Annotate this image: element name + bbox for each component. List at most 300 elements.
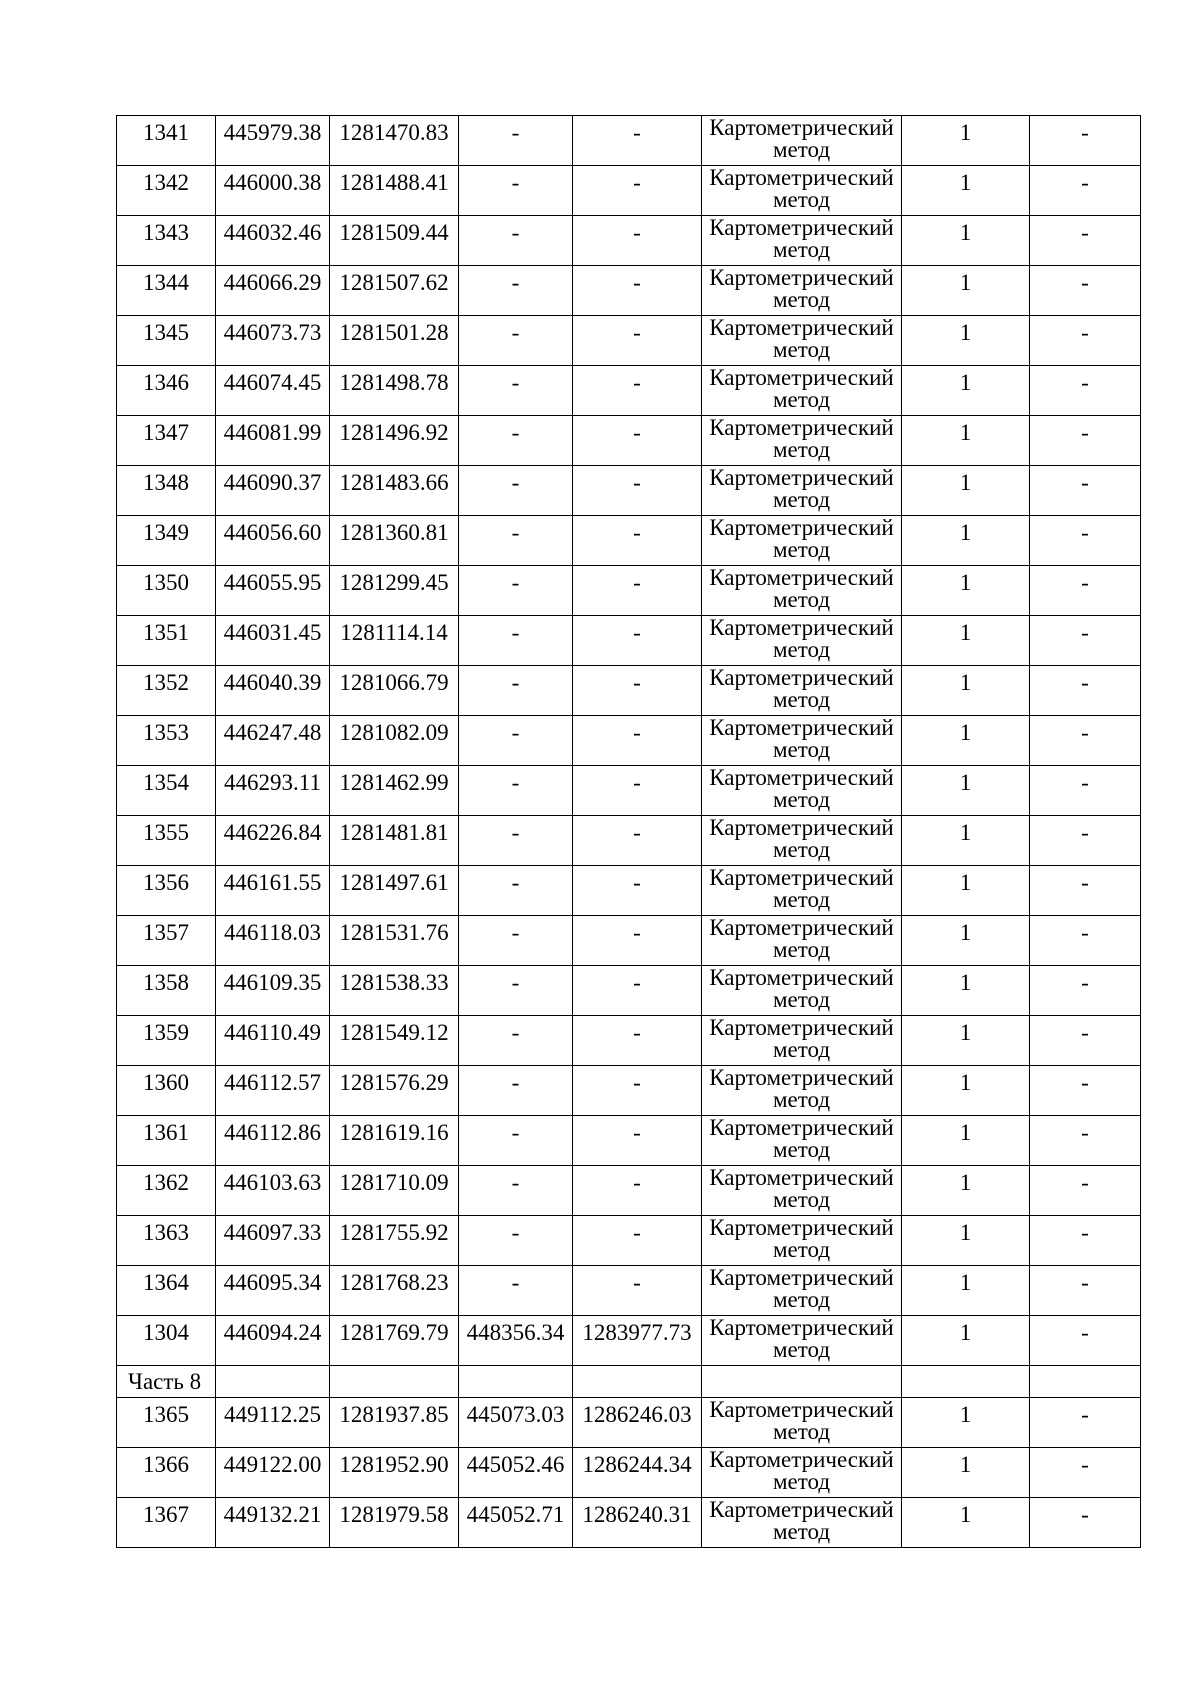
note-value: - <box>1081 720 1089 745</box>
method-line-1: Картометрический <box>709 1065 894 1090</box>
x-coordinate-value: 446090.37 <box>223 470 322 495</box>
point-number-value: 1362 <box>143 1170 189 1195</box>
table-row <box>117 1216 1141 1266</box>
y-coordinate-cell <box>330 1016 459 1066</box>
table-row <box>117 1066 1141 1116</box>
y-coordinate-2-cell <box>573 266 702 316</box>
x-coordinate-cell <box>216 1316 330 1366</box>
y-coordinate-2-value: - <box>633 120 641 145</box>
accuracy-value: 1 <box>959 420 972 445</box>
y-coordinate-2-value: - <box>633 370 641 395</box>
point-number-value: 1359 <box>143 1020 189 1045</box>
note-cell <box>1030 1316 1141 1366</box>
y-coordinate-2-value: - <box>633 1220 641 1245</box>
x-coordinate-cell <box>216 1448 330 1498</box>
accuracy-value: 1 <box>959 820 972 845</box>
note-value: - <box>1081 1320 1089 1345</box>
y-coordinate-cell <box>330 1498 459 1548</box>
y-coordinate-cell <box>330 1216 459 1266</box>
accuracy-cell <box>902 566 1030 616</box>
point-number-cell <box>117 816 216 866</box>
y-coordinate-2-cell <box>573 516 702 566</box>
y-coordinate-2-cell <box>573 116 702 166</box>
method-line-2: метод <box>772 837 831 862</box>
method-cell <box>702 266 902 316</box>
x-coordinate-2-cell <box>459 116 573 166</box>
table-row <box>117 366 1141 416</box>
x-coordinate-value: 449132.21 <box>223 1502 322 1527</box>
note-cell <box>1030 766 1141 816</box>
x-coordinate-2-value: - <box>511 1120 520 1145</box>
y-coordinate-2-cell <box>573 416 702 466</box>
method-line-2: метод <box>772 287 831 312</box>
method-cell <box>702 1316 902 1366</box>
y-coordinate-value: 1281462.99 <box>339 770 449 795</box>
x-coordinate-2-cell <box>459 566 573 616</box>
note-cell <box>1030 1266 1141 1316</box>
y-coordinate-cell <box>330 166 459 216</box>
point-number-value: 1360 <box>143 1070 189 1095</box>
x-coordinate-2-cell <box>459 416 573 466</box>
accuracy-cell <box>902 1448 1030 1498</box>
x-coordinate-2-cell <box>459 1498 573 1548</box>
accuracy-cell <box>902 166 1030 216</box>
y-coordinate-2-value: - <box>633 620 641 645</box>
table-row <box>117 916 1141 966</box>
method-line-2: метод <box>772 337 831 362</box>
accuracy-value: 1 <box>959 470 972 495</box>
method-line-2: метод <box>772 887 831 912</box>
point-number-value: 1349 <box>143 520 189 545</box>
accuracy-value: 1 <box>959 1020 972 1045</box>
x-coordinate-cell <box>216 966 330 1016</box>
x-coordinate-2-value: - <box>511 520 520 545</box>
method-cell <box>702 316 902 366</box>
x-coordinate-cell <box>216 366 330 416</box>
point-number-value: 1367 <box>143 1502 189 1527</box>
note-cell <box>1030 716 1141 766</box>
method-cell <box>702 516 902 566</box>
x-coordinate-cell <box>216 766 330 816</box>
point-number-value: 1348 <box>143 470 189 495</box>
table-row <box>117 416 1141 466</box>
method-line-1: Картометрический <box>709 815 894 840</box>
accuracy-value: 1 <box>959 670 972 695</box>
table-row <box>117 516 1141 566</box>
note-value: - <box>1081 1502 1089 1527</box>
accuracy-value: 1 <box>959 1220 972 1245</box>
y-coordinate-cell <box>330 1166 459 1216</box>
method-line-1: Картометрический <box>709 615 894 640</box>
note-cell <box>1030 366 1141 416</box>
y-coordinate-value: 1281755.92 <box>339 1220 449 1245</box>
method-line-2: метод <box>772 137 831 162</box>
method-line-1: Картометрический <box>709 1447 894 1472</box>
accuracy-value: 1 <box>959 770 972 795</box>
x-coordinate-cell <box>216 1398 330 1448</box>
x-coordinate-2-value: - <box>511 1220 520 1245</box>
x-coordinate-value: 446097.33 <box>223 1220 322 1245</box>
point-number-cell <box>117 166 216 216</box>
method-cell <box>702 1498 902 1548</box>
note-value: - <box>1081 370 1089 395</box>
note-cell <box>1030 466 1141 516</box>
y-coordinate-value: 1281619.16 <box>339 1120 449 1145</box>
method-cell <box>702 1016 902 1066</box>
point-number-cell <box>117 1216 216 1266</box>
x-coordinate-cell <box>216 1216 330 1266</box>
accuracy-cell <box>902 666 1030 716</box>
point-number-cell <box>117 566 216 616</box>
y-coordinate-2-cell <box>573 1216 702 1266</box>
y-coordinate-2-value: - <box>633 1020 641 1045</box>
note-cell <box>1030 316 1141 366</box>
point-number-cell <box>117 466 216 516</box>
x-coordinate-2-value: - <box>511 1270 520 1295</box>
x-coordinate-value: 445979.38 <box>223 120 322 145</box>
x-coordinate-cell <box>216 566 330 616</box>
table-row <box>117 1498 1141 1548</box>
accuracy-value: 1 <box>959 920 972 945</box>
method-line-2: метод <box>772 787 831 812</box>
note-cell <box>1030 1216 1141 1266</box>
method-cell <box>702 1266 902 1316</box>
note-value: - <box>1081 620 1089 645</box>
method-cell <box>702 416 902 466</box>
method-cell <box>702 1166 902 1216</box>
table-row <box>117 566 1141 616</box>
accuracy-value: 1 <box>959 520 972 545</box>
y-coordinate-2-value: - <box>633 770 641 795</box>
y-coordinate-2-cell <box>573 1016 702 1066</box>
method-line-1: Картометрический <box>709 165 894 190</box>
y-coordinate-2-value: 1283977.73 <box>582 1320 692 1345</box>
note-value: - <box>1081 1020 1089 1045</box>
method-line-1: Картометрический <box>709 1165 894 1190</box>
empty-cell <box>573 1366 702 1398</box>
y-coordinate-2-value: 1286244.34 <box>582 1452 692 1477</box>
point-number-cell <box>117 766 216 816</box>
y-coordinate-2-value: - <box>633 870 641 895</box>
method-cell <box>702 766 902 816</box>
note-cell <box>1030 1498 1141 1548</box>
x-coordinate-2-cell <box>459 1266 573 1316</box>
x-coordinate-cell <box>216 1166 330 1216</box>
method-line-1: Картометрический <box>709 1497 894 1522</box>
method-line-2: метод <box>772 537 831 562</box>
y-coordinate-2-value: - <box>633 670 641 695</box>
accuracy-value: 1 <box>959 370 972 395</box>
section-label-cell <box>117 1366 216 1398</box>
method-line-2: метод <box>772 987 831 1012</box>
note-cell <box>1030 666 1141 716</box>
point-number-cell <box>117 1498 216 1548</box>
x-coordinate-2-value: - <box>511 970 520 995</box>
y-coordinate-2-value: - <box>633 520 641 545</box>
y-coordinate-value: 1281952.90 <box>339 1452 449 1477</box>
y-coordinate-value: 1281576.29 <box>339 1070 449 1095</box>
method-line-1: Картометрический <box>709 765 894 790</box>
x-coordinate-value: 446247.48 <box>223 720 322 745</box>
note-value: - <box>1081 220 1089 245</box>
note-value: - <box>1081 920 1089 945</box>
method-line-1: Картометрический <box>709 965 894 990</box>
y-coordinate-2-cell <box>573 916 702 966</box>
x-coordinate-value: 446112.86 <box>224 1120 321 1145</box>
y-coordinate-2-value: - <box>633 470 641 495</box>
method-line-1: Картометрический <box>709 265 894 290</box>
x-coordinate-2-cell <box>459 1066 573 1116</box>
coordinates-table <box>116 115 1141 1548</box>
accuracy-value: 1 <box>959 570 972 595</box>
accuracy-cell <box>902 916 1030 966</box>
method-line-1: Картометрический <box>709 315 894 340</box>
accuracy-cell <box>902 866 1030 916</box>
method-line-1: Картометрический <box>709 215 894 240</box>
x-coordinate-cell <box>216 1066 330 1116</box>
x-coordinate-2-cell <box>459 816 573 866</box>
point-number-cell <box>117 416 216 466</box>
point-number-cell <box>117 516 216 566</box>
note-value: - <box>1081 1452 1089 1477</box>
method-line-2: метод <box>772 637 831 662</box>
x-coordinate-cell <box>216 1116 330 1166</box>
method-cell <box>702 966 902 1016</box>
point-number-cell <box>117 616 216 666</box>
table-row <box>117 216 1141 266</box>
x-coordinate-2-cell <box>459 1448 573 1498</box>
x-coordinate-2-value: - <box>511 770 520 795</box>
table-row <box>117 316 1141 366</box>
point-number-value: 1341 <box>143 120 189 145</box>
y-coordinate-cell <box>330 866 459 916</box>
note-cell <box>1030 966 1141 1016</box>
accuracy-value: 1 <box>959 1270 972 1295</box>
y-coordinate-2-value: - <box>633 970 641 995</box>
point-number-cell <box>117 1316 216 1366</box>
method-cell <box>702 566 902 616</box>
y-coordinate-cell <box>330 766 459 816</box>
table-row <box>117 166 1141 216</box>
y-coordinate-2-value: - <box>633 420 641 445</box>
method-cell <box>702 666 902 716</box>
table-row <box>117 116 1141 166</box>
method-line-1: Картометрический <box>709 415 894 440</box>
accuracy-cell <box>902 316 1030 366</box>
y-coordinate-2-cell <box>573 166 702 216</box>
y-coordinate-value: 1281549.12 <box>339 1020 449 1045</box>
x-coordinate-2-value: - <box>511 320 520 345</box>
x-coordinate-2-cell <box>459 616 573 666</box>
y-coordinate-value: 1281497.61 <box>339 870 449 895</box>
note-value: - <box>1081 1220 1089 1245</box>
accuracy-cell <box>902 1016 1030 1066</box>
empty-cell <box>902 1366 1030 1398</box>
y-coordinate-2-value: - <box>633 570 641 595</box>
point-number-cell <box>117 1398 216 1448</box>
x-coordinate-2-cell <box>459 1316 573 1366</box>
accuracy-cell <box>902 216 1030 266</box>
y-coordinate-cell <box>330 416 459 466</box>
x-coordinate-value: 446095.34 <box>223 1270 322 1295</box>
x-coordinate-cell <box>216 516 330 566</box>
y-coordinate-2-value: - <box>633 1070 641 1095</box>
y-coordinate-value: 1281299.45 <box>339 570 449 595</box>
accuracy-cell <box>902 1498 1030 1548</box>
x-coordinate-value: 446293.11 <box>224 770 321 795</box>
note-value: - <box>1081 120 1089 145</box>
y-coordinate-value: 1281531.76 <box>339 920 449 945</box>
note-value: - <box>1081 270 1089 295</box>
x-coordinate-2-value: - <box>511 470 520 495</box>
method-cell <box>702 866 902 916</box>
y-coordinate-2-cell <box>573 866 702 916</box>
x-coordinate-value: 449122.00 <box>223 1452 322 1477</box>
table-row <box>117 1116 1141 1166</box>
y-coordinate-cell <box>330 316 459 366</box>
note-cell <box>1030 866 1141 916</box>
y-coordinate-2-value: - <box>633 1270 641 1295</box>
table-row <box>117 1016 1141 1066</box>
method-cell <box>702 1448 902 1498</box>
method-line-2: метод <box>772 437 831 462</box>
accuracy-cell <box>902 1398 1030 1448</box>
y-coordinate-cell <box>330 966 459 1016</box>
x-coordinate-value: 446109.35 <box>223 970 322 995</box>
method-line-2: метод <box>772 587 831 612</box>
method-line-2: метод <box>772 237 831 262</box>
accuracy-cell <box>902 1266 1030 1316</box>
accuracy-value: 1 <box>959 970 972 995</box>
table-row <box>117 966 1141 1016</box>
x-coordinate-2-value: - <box>511 1020 520 1045</box>
accuracy-value: 1 <box>959 870 972 895</box>
y-coordinate-cell <box>330 216 459 266</box>
point-number-cell <box>117 716 216 766</box>
note-cell <box>1030 916 1141 966</box>
x-coordinate-value: 446118.03 <box>224 920 321 945</box>
y-coordinate-2-value: - <box>633 270 641 295</box>
point-number-value: 1353 <box>143 720 189 745</box>
point-number-value: 1342 <box>143 170 189 195</box>
y-coordinate-2-cell <box>573 766 702 816</box>
point-number-value: 1364 <box>143 1270 189 1295</box>
x-coordinate-2-cell <box>459 666 573 716</box>
x-coordinate-2-cell <box>459 1016 573 1066</box>
method-line-1: Картометрический <box>709 565 894 590</box>
table-row <box>117 766 1141 816</box>
x-coordinate-cell <box>216 116 330 166</box>
point-number-cell <box>117 1166 216 1216</box>
point-number-value: 1304 <box>143 1320 189 1345</box>
method-cell <box>702 166 902 216</box>
x-coordinate-value: 446103.63 <box>223 1170 322 1195</box>
point-number-value: 1365 <box>143 1402 189 1427</box>
section-label: Часть 8 <box>128 1369 202 1394</box>
x-coordinate-value: 446081.99 <box>223 420 322 445</box>
method-line-2: метод <box>772 687 831 712</box>
x-coordinate-2-value: - <box>511 220 520 245</box>
accuracy-value: 1 <box>959 720 972 745</box>
y-coordinate-2-cell <box>573 566 702 616</box>
y-coordinate-value: 1281498.78 <box>339 370 449 395</box>
point-number-value: 1357 <box>143 920 189 945</box>
accuracy-cell <box>902 966 1030 1016</box>
y-coordinate-value: 1281937.85 <box>339 1402 449 1427</box>
y-coordinate-2-value: - <box>633 320 641 345</box>
y-coordinate-2-cell <box>573 1116 702 1166</box>
y-coordinate-2-cell <box>573 366 702 416</box>
y-coordinate-cell <box>330 366 459 416</box>
point-number-cell <box>117 966 216 1016</box>
note-cell <box>1030 566 1141 616</box>
point-number-value: 1361 <box>143 1120 189 1145</box>
point-number-cell <box>117 1266 216 1316</box>
x-coordinate-value: 446110.49 <box>224 1020 321 1045</box>
y-coordinate-value: 1281360.81 <box>339 520 449 545</box>
y-coordinate-2-cell <box>573 666 702 716</box>
method-line-1: Картометрический <box>709 115 894 140</box>
x-coordinate-cell <box>216 666 330 716</box>
y-coordinate-2-value: - <box>633 720 641 745</box>
x-coordinate-2-value: - <box>511 270 520 295</box>
accuracy-cell <box>902 116 1030 166</box>
method-line-2: метод <box>772 1187 831 1212</box>
table-row <box>117 716 1141 766</box>
table-row <box>117 816 1141 866</box>
note-value: - <box>1081 1270 1089 1295</box>
method-cell <box>702 1066 902 1116</box>
x-coordinate-2-cell <box>459 866 573 916</box>
accuracy-cell <box>902 466 1030 516</box>
x-coordinate-2-value: - <box>511 1170 520 1195</box>
y-coordinate-2-cell <box>573 216 702 266</box>
x-coordinate-cell <box>216 466 330 516</box>
y-coordinate-cell <box>330 916 459 966</box>
y-coordinate-value: 1281979.58 <box>339 1502 449 1527</box>
empty-cell <box>1030 1366 1141 1398</box>
x-coordinate-2-value: - <box>511 670 520 695</box>
method-line-2: метод <box>772 1087 831 1112</box>
note-cell <box>1030 1448 1141 1498</box>
method-line-2: метод <box>772 1137 831 1162</box>
point-number-value: 1363 <box>143 1220 189 1245</box>
x-coordinate-cell <box>216 216 330 266</box>
note-cell <box>1030 1016 1141 1066</box>
table-row <box>117 1398 1141 1448</box>
accuracy-value: 1 <box>959 120 972 145</box>
point-number-cell <box>117 1016 216 1066</box>
method-line-2: метод <box>772 1337 831 1362</box>
x-coordinate-value: 446055.95 <box>223 570 322 595</box>
x-coordinate-2-value: 445073.03 <box>466 1402 565 1427</box>
y-coordinate-value: 1281483.66 <box>339 470 449 495</box>
accuracy-cell <box>902 516 1030 566</box>
method-line-1: Картометрический <box>709 1265 894 1290</box>
y-coordinate-value: 1281481.81 <box>339 820 449 845</box>
x-coordinate-cell <box>216 916 330 966</box>
method-line-2: метод <box>772 737 831 762</box>
y-coordinate-cell <box>330 716 459 766</box>
point-number-cell <box>117 666 216 716</box>
x-coordinate-value: 446000.38 <box>223 170 322 195</box>
method-line-2: метод <box>772 187 831 212</box>
accuracy-value: 1 <box>959 220 972 245</box>
point-number-value: 1351 <box>143 620 189 645</box>
x-coordinate-2-cell <box>459 916 573 966</box>
x-coordinate-value: 446032.46 <box>223 220 322 245</box>
x-coordinate-2-value: - <box>511 120 520 145</box>
